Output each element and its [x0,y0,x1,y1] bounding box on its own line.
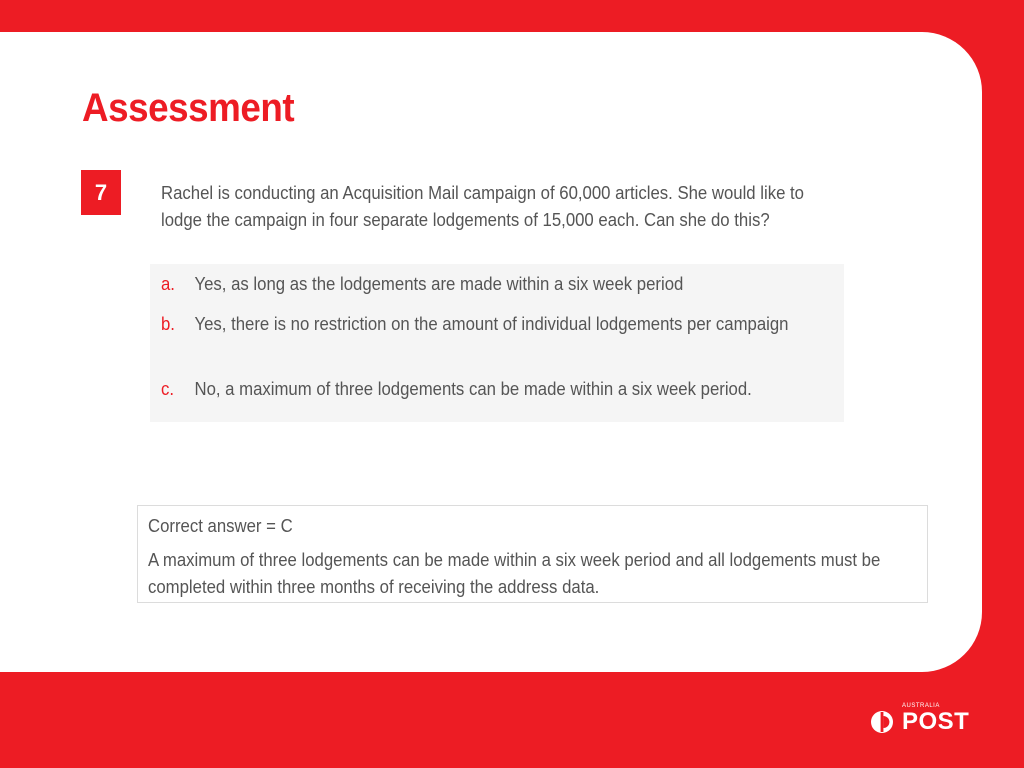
slide-title: Assessment [82,86,295,130]
logo-text: POST [902,708,970,735]
option-letter: a. [161,274,175,294]
answer-explanation: A maximum of three lodgements can be made within a six week period and all lodgements must be completed within three months of receiving the address data. [148,550,881,597]
question-number-badge [81,170,121,215]
answer-heading: Correct answer = C [148,516,293,536]
question-text: Rachel is conducting an Acquisition Mail campaign of 60,000 articles. She would like to lodge the campaign in four separate lodgements of 15,000 each. Can she do this? [161,183,805,230]
answer-box [137,505,928,603]
option-text: Yes, as long as the lodgements are made within a six week period [194,274,684,294]
australia-post-logo-icon [870,710,894,734]
option-letter: c. [161,379,175,399]
option-c [161,376,784,403]
options-box [150,264,844,422]
option-b [161,311,789,338]
logo-small-text: AUSTRALIA [902,703,940,709]
option-text: Yes, there is no restriction on the amount of individual lodgements per campaign [194,314,789,334]
question-number: 7 [94,179,108,205]
option-text: No, a maximum of three lodgements can be made within a six week period. [194,379,752,399]
option-a [161,271,784,298]
option-letter: b. [161,314,175,334]
australia-post-logo [870,703,980,739]
